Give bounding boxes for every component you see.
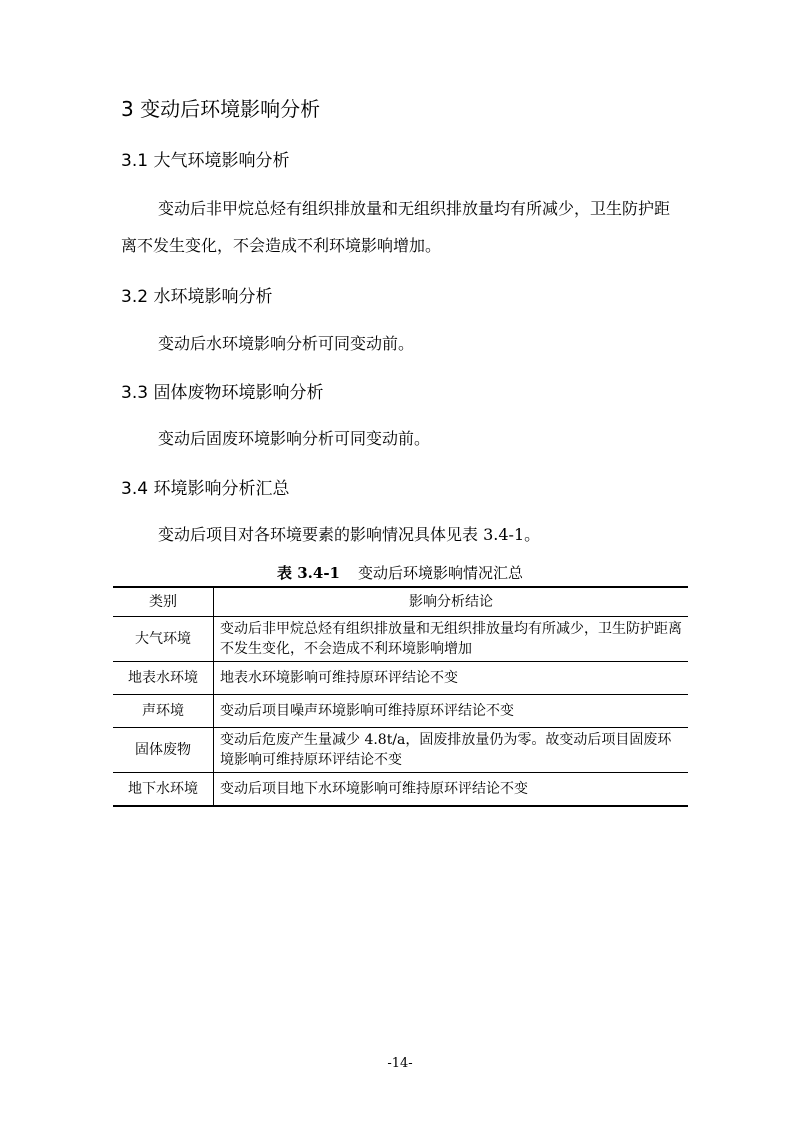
header-conclusion: 影响分析结论: [214, 587, 689, 617]
table-row: [113, 695, 688, 728]
paragraph-3-4: 变动后项目对各环境要素的影响情况具体见表 3.4-1。: [158, 525, 541, 544]
row-conclusion: 变动后项目噪声环境影响可维持原环评结论不变: [214, 695, 689, 728]
row-category: 固体废物: [113, 728, 214, 773]
table-row: [113, 728, 688, 773]
table-caption: [0, 561, 800, 585]
table-row: [113, 662, 688, 695]
subsection-heading-3-4: 3.4 环境影响分析汇总: [121, 479, 290, 499]
paragraph-3-3: 变动后固废环境影响分析可同变动前。: [158, 429, 431, 448]
row-category: 地表水环境: [113, 662, 214, 695]
table-caption-number: 表 3.4-1: [277, 564, 340, 582]
paragraph-3-2: 变动后水环境影响分析可同变动前。: [158, 334, 415, 353]
page-number: -14-: [387, 1056, 413, 1071]
table-header-row: [113, 587, 688, 617]
table-caption-title: 变动后环境影响情况汇总: [357, 564, 523, 582]
table-row: [113, 773, 688, 807]
row-category: 声环境: [113, 695, 214, 728]
row-category: 地下水环境: [113, 773, 214, 807]
row-category: 大气环境: [113, 617, 214, 662]
row-conclusion: 变动后危废产生量减少 4.8t/a，固废排放量仍为零。故变动后项目固废环境影响可维持原环评结论不变: [214, 728, 689, 773]
table-row: [113, 617, 688, 662]
header-category: 类别: [113, 587, 214, 617]
row-conclusion: 变动后项目地下水环境影响可维持原环评结论不变: [214, 773, 689, 807]
paragraph-3-1: 变动后非甲烷总烃有组织排放量和无组织排放量均有所减少，卫生防护距离不发生变化，不会造成不利环境影响增加。: [121, 199, 671, 255]
subsection-heading-3-3: 3.3 固体废物环境影响分析: [121, 383, 324, 403]
row-conclusion: 地表水环境影响可维持原环评结论不变: [214, 662, 689, 695]
row-conclusion: 变动后非甲烷总烃有组织排放量和无组织排放量均有所减少，卫生防护距离不发生变化，不会造成不利环境影响增加: [214, 617, 689, 662]
subsection-heading-3-1: 3.1 大气环境影响分析: [121, 151, 290, 171]
impact-summary-table: [113, 586, 688, 807]
section-title: 3 变动后环境影响分析: [121, 97, 321, 121]
subsection-heading-3-2: 3.2 水环境影响分析: [121, 287, 273, 307]
